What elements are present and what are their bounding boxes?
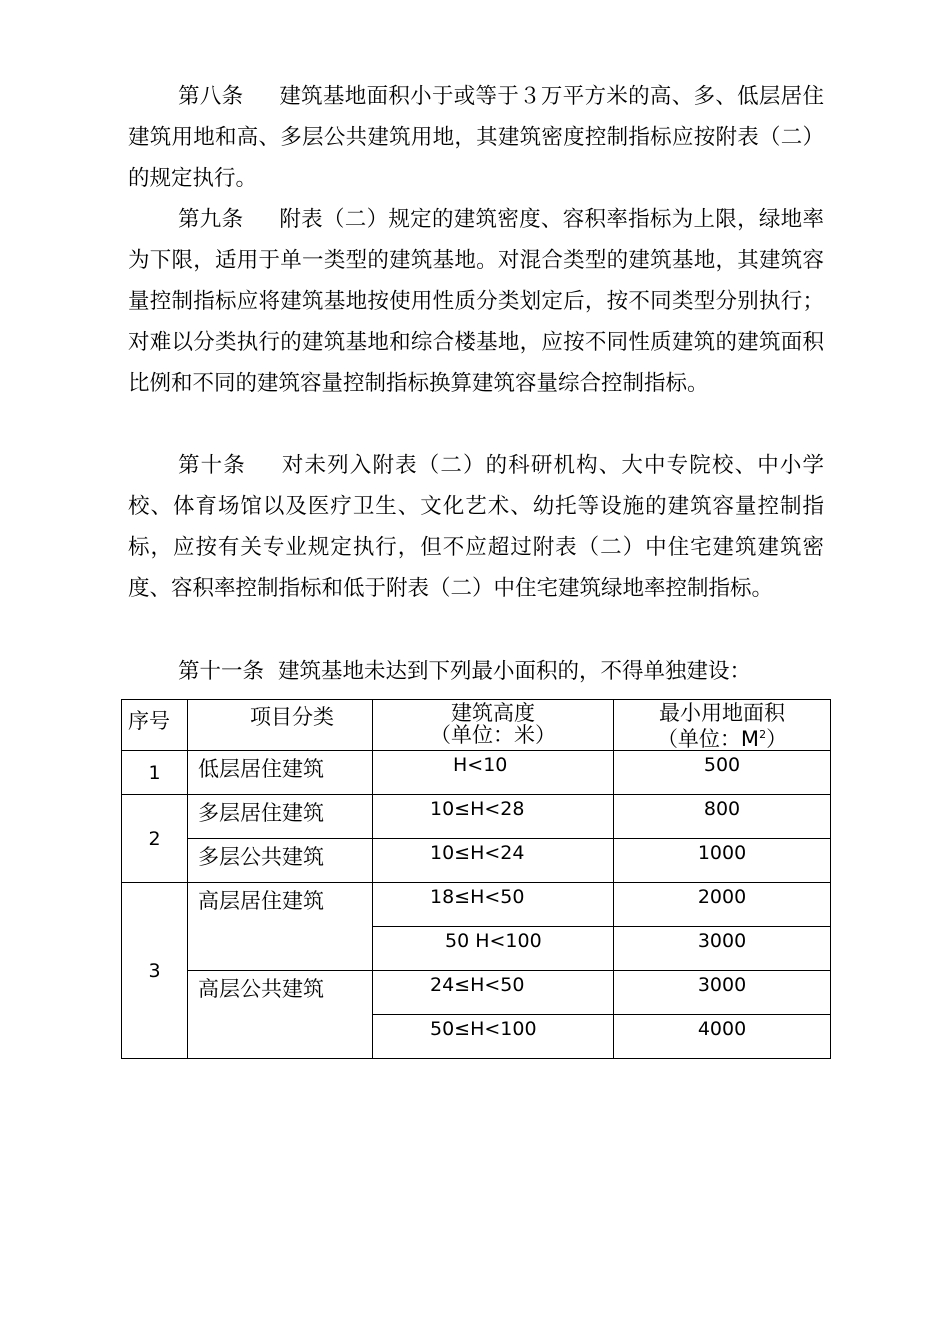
table-row: [122, 971, 831, 1015]
header-height-title: 建筑高度: [451, 701, 535, 725]
row-no: 1: [122, 751, 188, 795]
row-area: 2000: [614, 883, 831, 927]
article-9-label: 第九条: [178, 207, 244, 232]
article-8-label: 第八条: [178, 84, 244, 109]
article-11-text: 建筑基地未达到下列最小面积的，不得单独建设：: [278, 659, 752, 684]
article-10: [128, 445, 824, 609]
row-height: 18≤H<50: [373, 883, 614, 927]
row-area: 3000: [614, 971, 831, 1015]
header-category: 项目分类: [188, 700, 373, 751]
table-row: [122, 839, 831, 883]
article-8: [128, 76, 824, 199]
header-area-title: 最小用地面积: [659, 701, 785, 725]
row-height: 50≤H<100: [373, 1015, 614, 1059]
row-area: 3000: [614, 927, 831, 971]
row-category: 高层公共建筑: [188, 971, 373, 1059]
minimum-area-table: [121, 699, 831, 1059]
article-9-text: 附表（二）规定的建筑密度、容积率指标为上限，绿地率为下限，适用于单一类型的建筑基地。对混合类型的建筑基地，其建筑容量控制指标应将建筑基地按使用性质分类划定后，按不同类型分别执行；对难以分类执行的建筑基地和综合楼基地，应按不同性质建筑的建筑面积比例和不同的建筑容量控制指标换算建筑容量综合控制指标。: [128, 207, 824, 396]
header-height: [373, 700, 614, 751]
row-height: H<10: [373, 751, 614, 795]
article-9: [128, 199, 824, 404]
row-area: 800: [614, 795, 831, 839]
article-10-text: 对未列入附表（二）的科研机构、大中专院校、中小学校、体育场馆以及医疗卫生、文化艺术、幼托等设施的建筑容量控制指标，应按有关专业规定执行，但不应超过附表（二）中住宅建筑建筑密度、容积率控制指标和低于附表（二）中住宅建筑绿地率控制指标。: [128, 453, 824, 601]
header-area-unit: （单位：$M^2$）: [656, 727, 788, 751]
row-area: 1000: [614, 839, 831, 883]
article-8-text: 建筑基地面积小于或等于３万平方米的高、多、低层居住建筑用地和高、多层公共建筑用地，其建筑密度控制指标应按附表（二）的规定执行。: [128, 84, 824, 191]
row-category: 多层公共建筑: [188, 839, 373, 883]
table-row: [122, 795, 831, 839]
article-11-label: 第十一条: [178, 659, 265, 684]
row-height: 24≤H<50: [373, 971, 614, 1015]
row-area: 500: [614, 751, 831, 795]
header-height-unit: （单位：米）: [430, 723, 556, 747]
row-area: 4000: [614, 1015, 831, 1059]
table-row: [122, 883, 831, 927]
row-category: 高层居住建筑: [188, 883, 373, 971]
row-category: 多层居住建筑: [188, 795, 373, 839]
header-area: [614, 700, 831, 751]
row-height: 50 H<100: [373, 927, 614, 971]
article-11: [128, 651, 824, 692]
table-row: [122, 751, 831, 795]
header-no: 序号: [122, 700, 188, 751]
row-height: 10≤H<24: [373, 839, 614, 883]
row-no: 3: [122, 883, 188, 1059]
row-category: 低层居住建筑: [188, 751, 373, 795]
table-header-row: [122, 700, 831, 751]
row-no: 2: [122, 795, 188, 883]
article-10-label: 第十条: [178, 453, 246, 478]
row-height: 10≤H<28: [373, 795, 614, 839]
